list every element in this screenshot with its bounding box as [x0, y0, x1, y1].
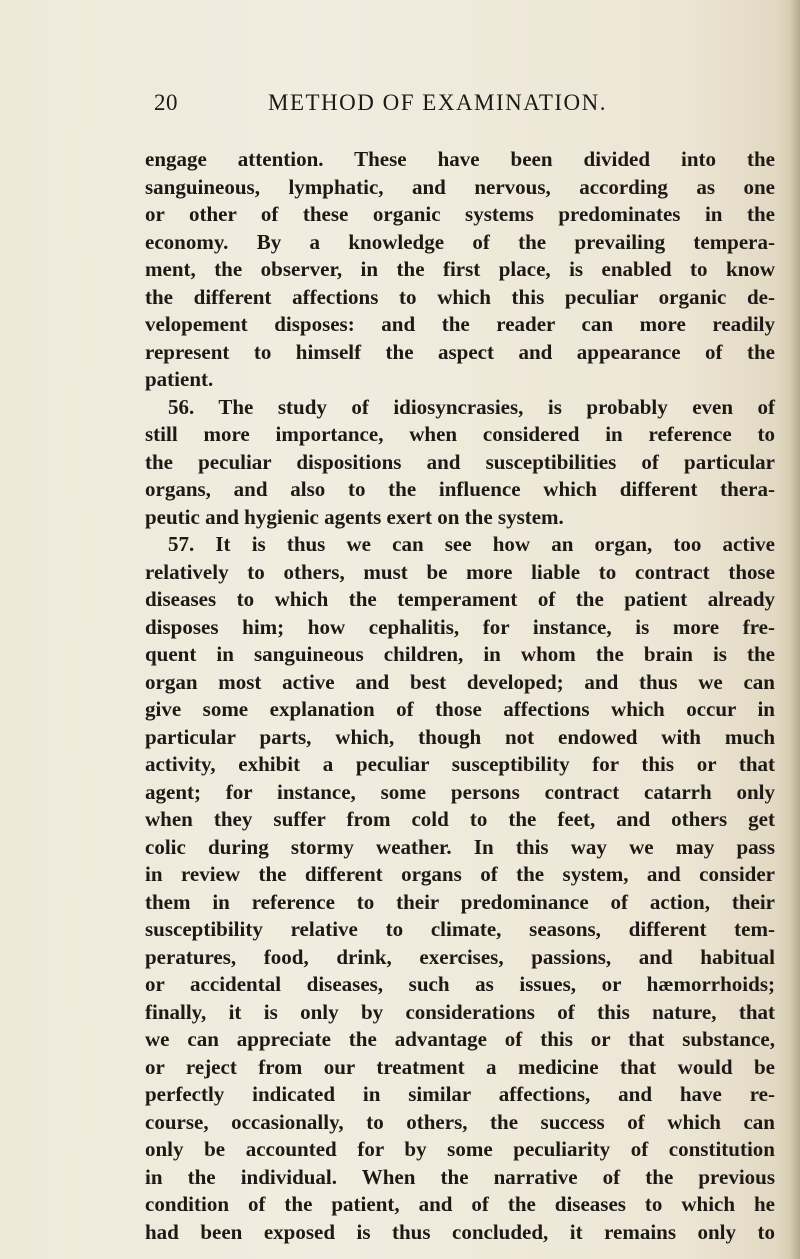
text-line: peutic and hygienic agents exert on the system. — [145, 504, 564, 529]
text-line: when they suffer from cold to the feet, and others get — [145, 807, 775, 831]
text-line: the different affections to which this peculiar organic de- — [145, 284, 775, 309]
text-line: them in reference to their predominance of action, their — [145, 889, 775, 914]
page-edge-shadow — [790, 0, 800, 1259]
text-line: velopement disposes: and the reader can more readily — [145, 312, 775, 336]
text-line: susceptibility relative to climate, seasons, different tem- — [145, 917, 775, 941]
page-number: 20 — [154, 90, 178, 115]
body-text — [145, 146, 775, 1246]
text-line: activity, exhibit a peculiar susceptibility for this or that — [145, 752, 775, 776]
running-title: METHOD OF EXAMINATION. — [268, 90, 608, 115]
text-line: represent to himself the aspect and appearance of the — [145, 339, 775, 364]
text-line: still more importance, when considered in reference to — [145, 422, 775, 446]
text-line: only be accounted for by some peculiarity of constitution — [145, 1137, 775, 1161]
text-line: course, occasionally, to others, the success of which can — [145, 1109, 775, 1134]
text-line: organs, and also to the influence which different thera- — [145, 477, 775, 501]
text-line: perfectly indicated in similar affections, and have re- — [145, 1082, 775, 1106]
text-line: agent; for instance, some persons contract catarrh only — [145, 779, 775, 804]
text-line: organ most active and best developed; and thus we can — [145, 669, 775, 694]
text-line: the peculiar dispositions and susceptibilities of particular — [145, 449, 775, 474]
text-line: finally, it is only by considerations of this nature, that — [145, 999, 775, 1024]
text-line: quent in sanguineous children, in whom the brain is the — [145, 642, 775, 666]
text-line: or other of these organic systems predominates in the — [145, 202, 775, 226]
text-line: patient. — [145, 367, 214, 391]
text-line: condition of the patient, and of the diseases to which he — [145, 1192, 775, 1216]
text-line: disposes him; how cephalitis, for instance, is more fre- — [145, 614, 775, 639]
text-line: sanguineous, lymphatic, and nervous, according as one — [145, 174, 775, 199]
text-line: colic during stormy weather. In this way we may pass — [145, 834, 775, 859]
text-line: had been exposed is thus concluded, it remains only to — [145, 1219, 775, 1244]
text-line: or accidental diseases, such as issues, or hæmorrhoids; — [145, 972, 775, 996]
text-line: we can appreciate the advantage of this or that substance, — [145, 1027, 775, 1051]
text-line: in review the different organs of the system, and consider — [145, 862, 775, 886]
text-line: economy. By a knowledge of the prevailing tempera- — [145, 229, 775, 254]
paragraph-56-start: 56. The study of idiosyncrasies, is probably even of — [168, 394, 775, 419]
text-line: or reject from our treatment a medicine that would be — [145, 1054, 775, 1079]
text-line: engage attention. These have been divided into the — [145, 147, 775, 171]
text-line: diseases to which the temperament of the patient already — [145, 587, 775, 611]
text-line: give some explanation of those affections which occur in — [145, 697, 775, 721]
text-line: in the individual. When the narrative of the previous — [145, 1164, 775, 1189]
text-line: ment, the observer, in the first place, is enabled to know — [145, 257, 775, 281]
text-line: particular parts, which, though not endowed with much — [145, 724, 775, 749]
paragraph-57-start: 57. It is thus we can see how an organ, too active — [168, 532, 775, 556]
text-line: relatively to others, must be more liable to contract those — [145, 559, 775, 584]
text-line: peratures, food, drink, exercises, passions, and habitual — [145, 944, 775, 969]
